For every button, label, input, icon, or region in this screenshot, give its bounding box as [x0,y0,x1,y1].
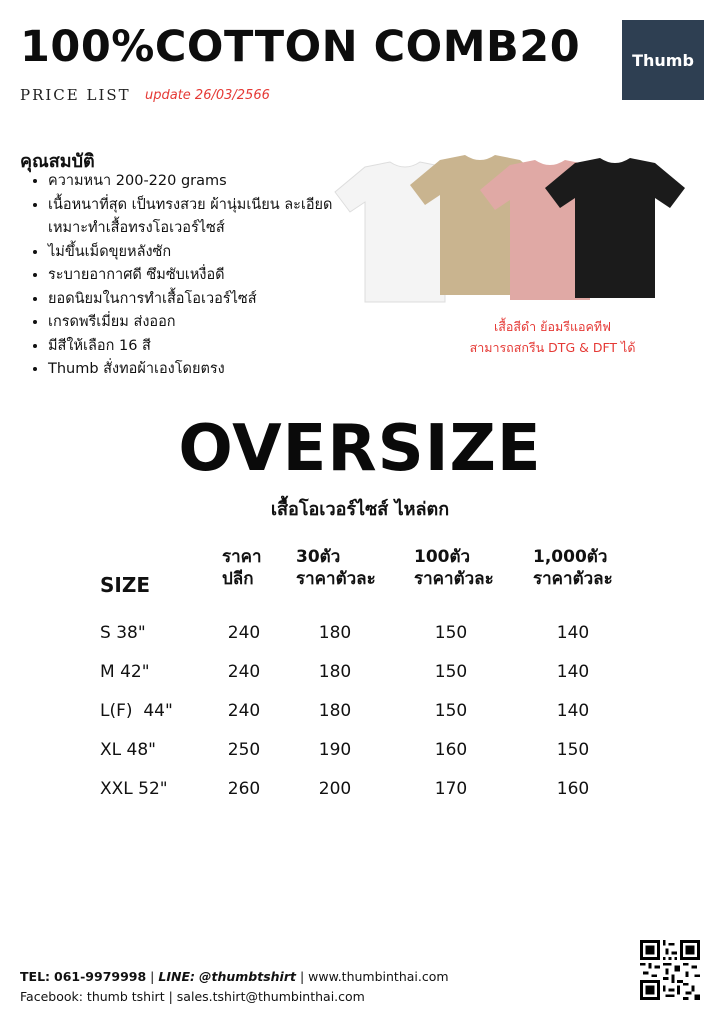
cell-size: S 38" [100,623,146,643]
email-link[interactable]: sales.tshirt@thumbinthai.com [176,989,365,1004]
table-row [0,740,720,779]
update-date: update 26/03/2566 [145,88,270,103]
cell-q30: 180 [318,662,352,682]
shirt-note-line2: สามารถสกรีน DTG & DFT ได้ [469,340,636,355]
shirt-note [440,316,665,358]
logo-text: Thumb [632,50,694,70]
header-1000-line1: 1,000ตัว [533,547,608,567]
tel-value[interactable]: 061-9979998 [54,969,147,984]
tshirts-image [330,150,700,310]
cell-q1000: 140 [556,662,590,682]
features-list [30,170,338,382]
cell-q100: 150 [434,623,468,643]
feature-item: • ไม่ขึ้นเม็ดขุยหลังซัก [48,241,338,265]
section-subtitle: เสื้อโอเวอร์ไซส์ ไหล่ตก [270,499,450,520]
feature-item: • มีสีให้เลือก 16 สี [48,335,338,359]
cell-q1000: 150 [556,740,590,760]
feature-item: • ระบายอากาศดี ซึมซับเหงื่อดี [48,264,338,288]
cell-q30: 180 [318,623,352,643]
cell-q1000: 160 [556,779,590,799]
cell-retail: 260 [227,779,261,799]
cell-q100: 160 [434,740,468,760]
separator: | [168,989,173,1004]
header-100 [414,546,494,590]
qr-code-icon [640,940,700,1000]
cell-q1000: 140 [556,623,590,643]
cell-size: XL 48" [100,740,156,760]
cell-q30: 190 [318,740,352,760]
section-title: OVERSIZE [178,412,542,486]
features-title: คุณสมบัติ [20,151,95,172]
separator: | [150,969,155,984]
cell-q100: 150 [434,662,468,682]
cell-size: XXL 52" [100,779,168,799]
cell-q100: 150 [434,701,468,721]
line-label: LINE: [158,969,195,984]
cell-retail: 250 [227,740,261,760]
header-1000-line2: ราคาตัวละ [533,569,613,589]
header-retail [222,546,262,590]
feature-item: • เกรดพรีเมี่ยม ส่งออก [48,311,338,335]
header-retail-line2: ปลีก [222,569,254,589]
feature-item: • เนื้อหนาที่สุด เป็นทรงสวย ผ้านุ่มเนียน ละเอียด เหมาะทำเสื้อทรงโอเวอร์ไซส์ [48,194,338,241]
table-row [0,701,720,740]
thumb-logo [622,20,704,100]
cell-retail: 240 [227,623,261,643]
separator: | [299,969,305,984]
contact-line-2 [20,989,365,1004]
header-30 [296,546,376,590]
cell-size: L(F) 44" [100,701,173,721]
tel-label: TEL: [20,969,51,984]
header-30-line2: ราคาตัวละ [296,569,376,589]
cell-q1000: 140 [556,701,590,721]
header-size: SIZE [100,573,151,597]
header-retail-line1: ราคา [222,547,262,567]
cell-retail: 240 [227,701,261,721]
header-1000 [533,546,613,590]
feature-item: • ยอดนิยมในการทำเสื้อโอเวอร์ไซส์ [48,288,338,312]
cell-size: M 42" [100,662,150,682]
feature-item: • Thumb สั่งทอผ้าเองโดยตรง [48,358,338,382]
header-100-line2: ราคาตัวละ [414,569,494,589]
table-row [0,662,720,701]
table-row [0,779,720,818]
cell-q30: 180 [318,701,352,721]
header-30-line1: 30ตัว [296,547,341,567]
shirt-note-line1: เสื้อสีดำ ย้อมรีแอคทีฟ [494,319,611,334]
facebook-link[interactable]: Facebook: thumb tshirt [20,989,165,1004]
feature-item: • ความหนา 200-220 grams [48,170,338,194]
header-100-line1: 100ตัว [414,547,471,567]
cell-q30: 200 [318,779,352,799]
page-title: 100%COTTON COMB20 [20,22,581,72]
table-row [0,623,720,662]
cell-retail: 240 [227,662,261,682]
cell-q100: 170 [434,779,468,799]
price-list-label: PRICE LIST [20,86,131,104]
line-id[interactable]: @thumbtshirt [198,969,296,984]
contact-line-1 [20,969,449,984]
website-link[interactable]: www.thumbinthai.com [308,969,449,984]
